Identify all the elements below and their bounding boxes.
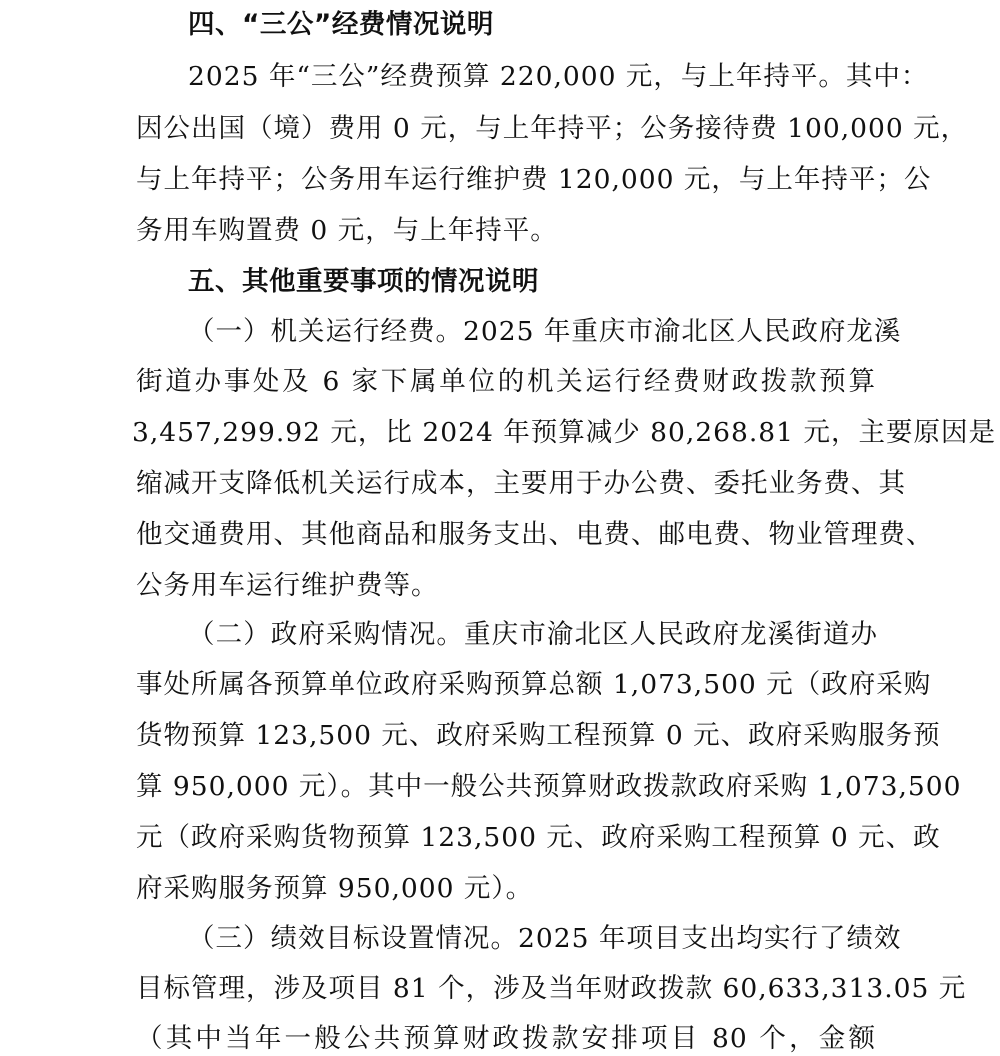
paragraph-line: 务用车购置费 0 元，与上年持平。: [136, 215, 558, 246]
section-4-heading: 四、“三公”经费情况说明: [188, 9, 494, 40]
paragraph-line: （一）机关运行经费。2025 年重庆市渝北区人民政府龙溪: [188, 316, 902, 347]
paragraph-line: 3,457,299.92 元，比 2024 年预算减少 80,268.81 元，主要原因是: [132, 417, 996, 448]
section-5-heading: 五、其他重要事项的情况说明: [188, 266, 539, 297]
paragraph-line: 他交通费用、其他商品和服务支出、电费、邮电费、物业管理费、: [136, 519, 934, 550]
paragraph-line: 缩减开支降低机关运行成本，主要用于办公费、委托业务费、其: [136, 468, 906, 499]
paragraph-line: 公务用车运行维护费等。: [136, 570, 439, 601]
paragraph-line: 算 950,000 元）。其中一般公共预算财政拨款政府采购 1,073,500: [136, 771, 962, 802]
paragraph-line: 府采购服务预算 950,000 元）。: [136, 873, 534, 904]
paragraph-line: 目标管理，涉及项目 81 个，涉及当年财政拨款 60,633,313.05 元: [136, 973, 967, 1004]
paragraph-line: 2025 年“三公”经费预算 220,000 元，与上年持平。其中：: [188, 61, 929, 92]
paragraph-line: 因公出国（境）费用 0 元，与上年持平；公务接待费 100,000 元，: [136, 113, 969, 144]
paragraph-line: （其中当年一般公共预算财政拨款安排项目 80 个，金额: [136, 1023, 876, 1054]
paragraph-line: （三）绩效目标设置情况。2025 年项目支出均实行了绩效: [188, 923, 902, 954]
paragraph-line: （二）政府采购情况。重庆市渝北区人民政府龙溪街道办: [188, 619, 878, 650]
paragraph-line: 事处所属各预算单位政府采购预算总额 1,073,500 元（政府采购: [136, 669, 932, 700]
paragraph-line: 与上年持平；公务用车运行维护费 120,000 元，与上年持平；公: [136, 164, 932, 195]
paragraph-line: 街道办事处及 6 家下属单位的机关运行经费财政拨款预算: [136, 366, 876, 397]
paragraph-line: 元（政府采购货物预算 123,500 元、政府采购工程预算 0 元、政: [136, 822, 941, 853]
paragraph-line: 货物预算 123,500 元、政府采购工程预算 0 元、政府采购服务预: [136, 720, 941, 751]
